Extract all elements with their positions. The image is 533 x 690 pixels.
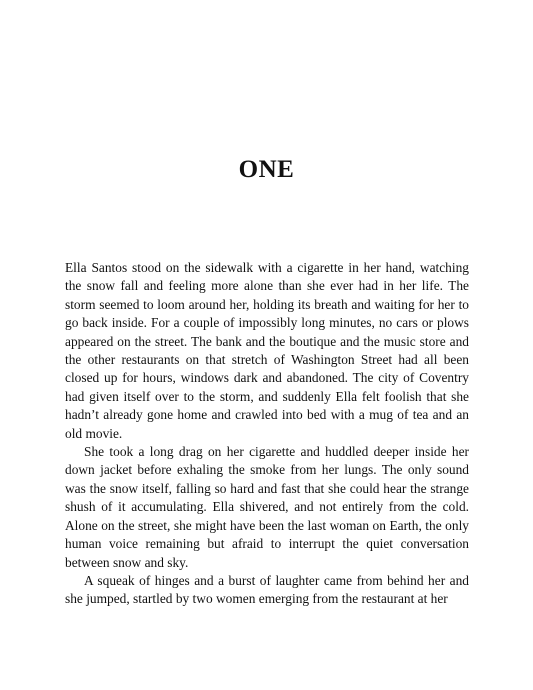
paragraph-2: She took a long drag on her cigarette and huddled deeper inside her down jacket before exhaling the smoke from her lungs. The only sound was the snow itself, falling so hard and fast that she could hear the strange shush of it accumulating. Ella shivered, and not entirely from the cold. Alone on the street, she might have been the last woman on Earth, the only human voice remaining but afraid to interrupt the quiet conversation between snow and sky. (65, 444, 469, 570)
paragraph-1: Ella Santos stood on the sidewalk with a cigarette in her hand, watching the snow fall and feeling more alone than she ever had in her life. The storm seemed to loom around her, holding its breath and waiting for her to go back inside. For a couple of impossibly long minutes, no cars or plows appeared on the street. The bank and the boutique and the music store and the other restaurants on that stretch of Washington Street had all been closed up for hours, windows dark and abandoned. The city of Coventry had given itself over to the storm, and suddenly Ella felt foolish that she hadn’t already gone home and crawled into bed with a mug of tea and an old movie. (65, 260, 469, 441)
paragraph-3: A squeak of hinges and a burst of laughter came from behind her and she jumped, startled by two women emerging from the restaurant at her (65, 572, 469, 607)
chapter-title: ONE (238, 156, 295, 183)
chapter-body (65, 259, 469, 609)
